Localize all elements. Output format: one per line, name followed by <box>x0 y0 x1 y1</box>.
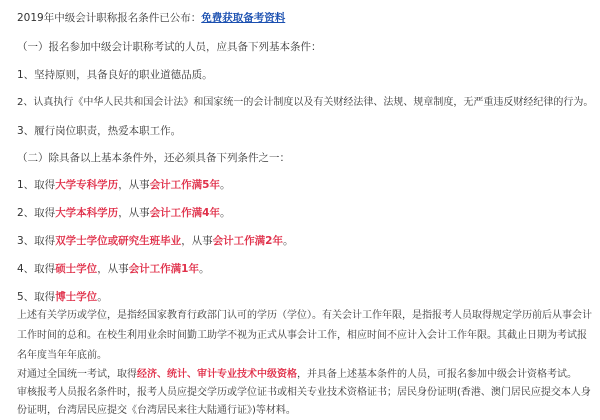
condition-item <box>17 234 592 248</box>
condition-end: 。 <box>283 235 294 247</box>
condition-prefix: 5、取得 <box>17 291 56 303</box>
qualification-highlight: 经济、统计、审计专业技术中级资格 <box>137 369 297 380</box>
section1-item: 3、履行岗位职责，热爱本职工作。 <box>17 125 182 137</box>
condition-end: 。 <box>199 263 210 275</box>
condition-mid: ，从事 <box>181 235 213 247</box>
intro-text: 2019年中级会计职称报名条件已公布： <box>17 12 202 24</box>
degree-highlight: 大学本科学历 <box>55 207 119 219</box>
documents-note-paragraph: 审核报考人员报名条件时，报考人员应提交学历或学位证书或相关专业技术资格证书；居民身份证明(香港、澳门居民应提交本人身份证明，台湾居民应提交《台湾居民来往大陆通行证》)等材料。 <box>17 387 591 416</box>
condition-prefix: 2、取得 <box>17 207 56 219</box>
section1-item: 1、坚持原则，具备良好的职业道德品质。 <box>17 69 213 81</box>
condition-prefix: 4、取得 <box>17 263 56 275</box>
condition-end: 。 <box>220 179 231 191</box>
degree-highlight: 博士学位 <box>55 291 98 303</box>
condition-prefix: 1、取得 <box>17 179 56 191</box>
condition-prefix: 3、取得 <box>17 235 56 247</box>
free-materials-link[interactable]: 免费获取备考资料 <box>201 12 286 24</box>
qualification-suffix: ，并具备上述基本条件的人员，可报名参加中级会计资格考试。 <box>297 369 577 380</box>
intro-line <box>17 11 592 25</box>
condition-item <box>17 262 592 276</box>
degree-highlight: 双学士学位或研究生班毕业 <box>55 235 182 247</box>
condition-mid: ，从事 <box>118 179 150 191</box>
experience-highlight: 会计工作满2年 <box>212 235 283 247</box>
condition-item <box>17 206 592 220</box>
experience-highlight: 会计工作满5年 <box>149 179 220 191</box>
condition-end: 。 <box>97 291 108 303</box>
qualification-note <box>17 368 592 382</box>
degree-highlight: 大学专科学历 <box>55 179 119 191</box>
condition-mid: ，从事 <box>118 207 150 219</box>
experience-highlight: 会计工作满1年 <box>128 263 199 275</box>
condition-end: 。 <box>220 207 231 219</box>
experience-highlight: 会计工作满4年 <box>149 207 220 219</box>
degree-note-paragraph: 上述有关学历或学位，是指经国家教育行政部门认可的学历（学位）。有关会计工作年限，是指报考人员取得规定学历前后从事会计工作时间的总和。在校生利用业余时间勤工助学不视为正式从事会计工作，相应时间不应计入会计工作年限。其截止日期为考试报名年度当年年底前。 <box>17 310 592 361</box>
section1-heading: （一）报名参加中级会计职称考试的人员，应具备下列基本条件： <box>17 41 322 53</box>
condition-item <box>17 178 592 192</box>
condition-mid: ，从事 <box>97 263 129 275</box>
section1-item: 2、认真执行《中华人民共和国会计法》和国家统一的会计制度以及有关财经法律、法规、规章制度，无严重违反财经纪律的行为。 <box>17 97 594 108</box>
section2-heading: （二）除具备以上基本条件外，还必须具备下列条件之一： <box>17 152 290 164</box>
degree-highlight: 硕士学位 <box>55 263 98 275</box>
qualification-prefix: 对通过全国统一考试，取得 <box>17 369 137 380</box>
condition-item <box>17 290 592 304</box>
